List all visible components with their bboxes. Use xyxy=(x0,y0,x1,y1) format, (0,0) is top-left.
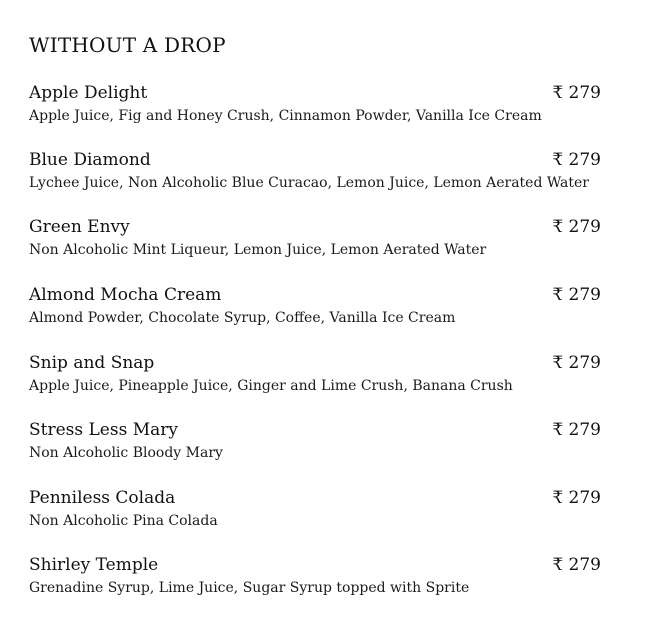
item-price: ₹ 279 xyxy=(552,420,601,440)
menu-item xyxy=(29,216,601,266)
menu-item xyxy=(29,284,601,334)
item-price: ₹ 279 xyxy=(552,285,601,305)
item-description: Non Alcoholic Bloody Mary xyxy=(29,445,223,461)
section-title: WITHOUT A DROP xyxy=(29,33,226,57)
item-name: Snip and Snap xyxy=(29,353,155,373)
item-name: Almond Mocha Cream xyxy=(29,285,222,305)
item-price: ₹ 279 xyxy=(552,555,601,575)
item-description: Lychee Juice, Non Alcoholic Blue Curacao, Lemon Juice, Lemon Aerated Water xyxy=(29,175,589,191)
item-description: Apple Juice, Fig and Honey Crush, Cinnamon Powder, Vanilla Ice Cream xyxy=(29,108,542,124)
menu-item xyxy=(29,352,601,402)
item-name: Blue Diamond xyxy=(29,150,151,170)
item-name: Apple Delight xyxy=(29,83,148,103)
item-name: Stress Less Mary xyxy=(29,420,178,440)
item-price: ₹ 279 xyxy=(552,83,601,103)
item-name: Green Envy xyxy=(29,217,130,237)
item-description: Non Alcoholic Mint Liqueur, Lemon Juice, Lemon Aerated Water xyxy=(29,242,487,258)
item-price: ₹ 279 xyxy=(552,150,601,170)
menu-item xyxy=(29,149,601,199)
menu-item xyxy=(29,554,601,604)
item-description: Non Alcoholic Pina Colada xyxy=(29,513,218,529)
menu-item xyxy=(29,419,601,469)
item-description: Apple Juice, Pineapple Juice, Ginger and Lime Crush, Banana Crush xyxy=(29,378,513,394)
item-price: ₹ 279 xyxy=(552,353,601,373)
item-price: ₹ 279 xyxy=(552,488,601,508)
menu-item xyxy=(29,82,601,132)
item-name: Penniless Colada xyxy=(29,488,176,508)
item-name: Shirley Temple xyxy=(29,555,159,575)
item-description: Almond Powder, Chocolate Syrup, Coffee, Vanilla Ice Cream xyxy=(29,310,456,326)
item-price: ₹ 279 xyxy=(552,217,601,237)
item-description: Grenadine Syrup, Lime Juice, Sugar Syrup topped with Sprite xyxy=(29,580,470,596)
menu-item xyxy=(29,487,601,537)
